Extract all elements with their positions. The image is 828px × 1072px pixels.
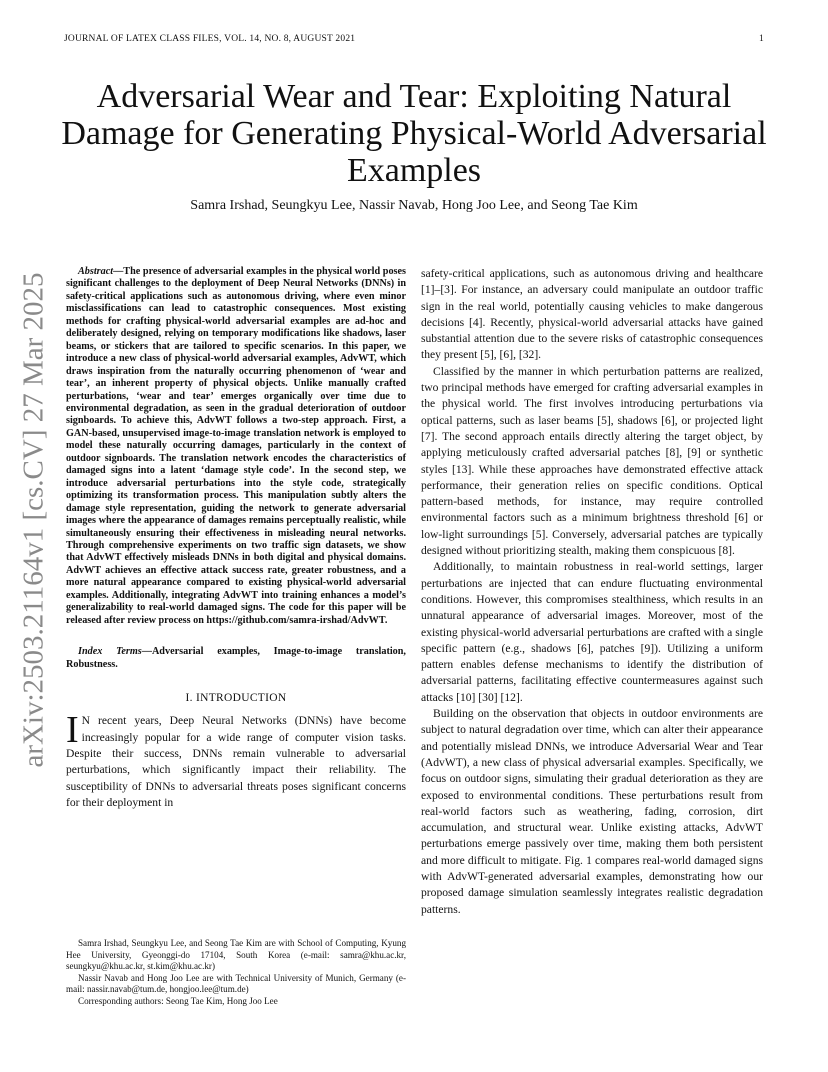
- dropcap-letter: I: [66, 709, 79, 752]
- body-paragraph: safety-critical applications, such as autonomous driving and healthcare [1]–[3]. For instance, an adversary could manipulate an outdoor traffic sign in the real world, potentially causing vehicles to make dangerous decisions [4]. Recently, physical-world adversarial attacks have gained substantial attention due to the severe risks of catastrophic consequences they present [5], [6], [32].: [421, 267, 763, 362]
- abstract-text: —The presence of adversarial examples in the physical world poses significant challenges to the deployment of Deep Neural Networks (DNNs) in safety-critical applications such as autonomous driving, where even minor misclassifications can lead to catastrophic consequences. Most existing methods for crafting physical-world adversarial examples are ad-hoc and deliberately designed, relying on temporary modifications like shadows, laser beams, or stickers that are tailored to specific scenarios. In this paper, we introduce a new class of physical-world adversarial examples, AdvWT, which draws inspiration from the naturally occurring phenomenon of ‘wear and tear’, an inherent property of physical objects. Unlike manually crafted perturbations, ‘wear and tear’ emerges organically over time due to environmental degradation, as seen in the gradual deterioration of outdoor signboards. To achieve this, AdvWT follows a two-step approach. First, a GAN-based, unsupervised image-to-image translation network is employed to model these naturally occurring damages, particularly in the context of outdoor signboards. The translation network encodes the characteristics of damaged signs into a latent ‘damage style code’. In the second step, we introduce adversarial perturbations into the style code, strategically optimizing its transformation process. This manipulation subtly alters the damage style representation, guiding the network to generate adversarial images where the appearance of damages remains perceptually realistic, while simultaneously ensuring their effectiveness in misleading neural networks. Through comprehensive experiments on two traffic sign datasets, we show that AdvWT effectively misleads DNNs in both digital and physical domains. AdvWT achieves an effective attack success rate, greater robustness, and a more natural appearance compared to existing physical-world adversarial examples. Additionally, integrating AdvWT into training enhances a model’s generalizability to real-world damaged signs. The code for this paper will be released after review process on https://github.com/samra-irshad/AdvWT.: [66, 266, 406, 626]
- left-column: [66, 266, 406, 811]
- page-number: 1: [759, 34, 764, 44]
- index-terms-label: Index Terms: [78, 646, 142, 658]
- footnote-corresponding: Corresponding authors: Seong Tae Kim, Hong Joo Lee: [78, 995, 278, 1006]
- journal-name: JOURNAL OF LATEX CLASS FILES, VOL. 14, NO. 8, AUGUST 2021: [64, 34, 356, 44]
- abstract: [66, 266, 406, 627]
- section-heading: I. INTRODUCTION: [185, 692, 287, 705]
- intro-paragraph: [66, 709, 406, 811]
- intro-text: recent years, Deep Neural Networks (DNNs) have become increasingly popular for a wide range of computer vision tasks. Despite their success, DNNs remain vulnerable to adversarial perturbations, which significantly impact their reliability. The susceptibility of DNNs to adversarial threats poses significant concerns for their deployment in: [66, 714, 406, 809]
- arxiv-sidebar: [14, 272, 54, 768]
- index-terms-text: —Adversarial examples, Image-to-image translation, Robustness.: [66, 646, 406, 671]
- index-terms: [66, 645, 406, 671]
- right-column: [421, 266, 763, 918]
- paper-title: Adversarial Wear and Tear: Exploiting Natural Damage for Generating Physical-World Adversarial Examples: [61, 78, 767, 189]
- abstract-label: Abstract: [78, 266, 114, 277]
- body-paragraph: Classified by the manner in which perturbation patterns are realized, two principal methods have emerged for crafting adversarial examples in the physical world. The first involves introducing perturbations via optical patterns, such as laser beams [5], shadows [6], or projected light [7]. The second approach entails directly altering the target object, by applying meticulously crafted adversarial patches [8], [9] or synthetic styles [13]. While these approaches have demonstrated effective attack performance, their generation relies on specific conditions. Optical pattern-based methods, for instance, may require controlled environmental factors such as a minimum brightness threshold [6] or low-light surroundings [5]. Conversely, adversarial patches are typically designed without prioritizing stealth, making them conspicuous [8].: [421, 364, 763, 558]
- body-paragraph: Building on the observation that objects in outdoor environments are subject to natural degradation over time, which can alter their appearance and potentially mislead DNNs, we introduce Adversarial Wear and Tear (AdvWT), a new class of physical adversarial examples. Specifically, we focus on outdoor signs, simulating their gradual deterioration as they are exposed to environmental conditions. These perturbations result from real-world factors such as weathering, fading, corrosion, dirt accumulation, and structural wear. Unlike existing attacks, AdvWT perturbations emerge passively over time, making them both persistent and more difficult to mitigate. Fig. 1 compares real-world damaged signs with AdvWT-generated adversarial examples, demonstrating how our proposed damage simulation seamlessly integrates realistic degradation patterns.: [421, 707, 763, 916]
- arxiv-identifier: arXiv:2503.21164v1 [cs.CV] 27 Mar 2025: [17, 272, 50, 768]
- footnote-affiliation-1: Samra Irshad, Seungkyu Lee, and Seong Tae Kim are with School of Computing, Kyung Hee University, Gyeonggi-do 17104, South Korea (e-mail: samra@khu.ac.kr, seungkyu@khu.ac.kr, st.kim@khu.ac.kr): [66, 938, 406, 972]
- author-list: Samra Irshad, Seungkyu Lee, Nassir Navab, Hong Joo Lee, and Seong Tae Kim: [190, 198, 638, 213]
- footnote-affiliation-2: Nassir Navab and Hong Joo Lee are with Technical University of Munich, Germany (e-mail: nassir.navab@tum.de, hongjoo.lee@tum.de): [66, 972, 406, 995]
- intro-first-letters: N: [81, 714, 91, 728]
- body-paragraph: Additionally, to maintain robustness in real-world settings, larger perturbations are injected that can endure fluctuating environmental conditions. However, this compromises stealthiness, which results in an unnatural appearance of adversarial images. Moreover, most of the existing physical-world adversarial perturbations are crafted with a single specific pattern (e.g., shadows [6], patches [9]). Utilizing a uniform pattern enables defense mechanisms to identify the distribution of adversarial patterns, facilitating effective countermeasures against such attacks [10] [30] [12].: [421, 560, 763, 704]
- footnotes: [66, 938, 406, 1008]
